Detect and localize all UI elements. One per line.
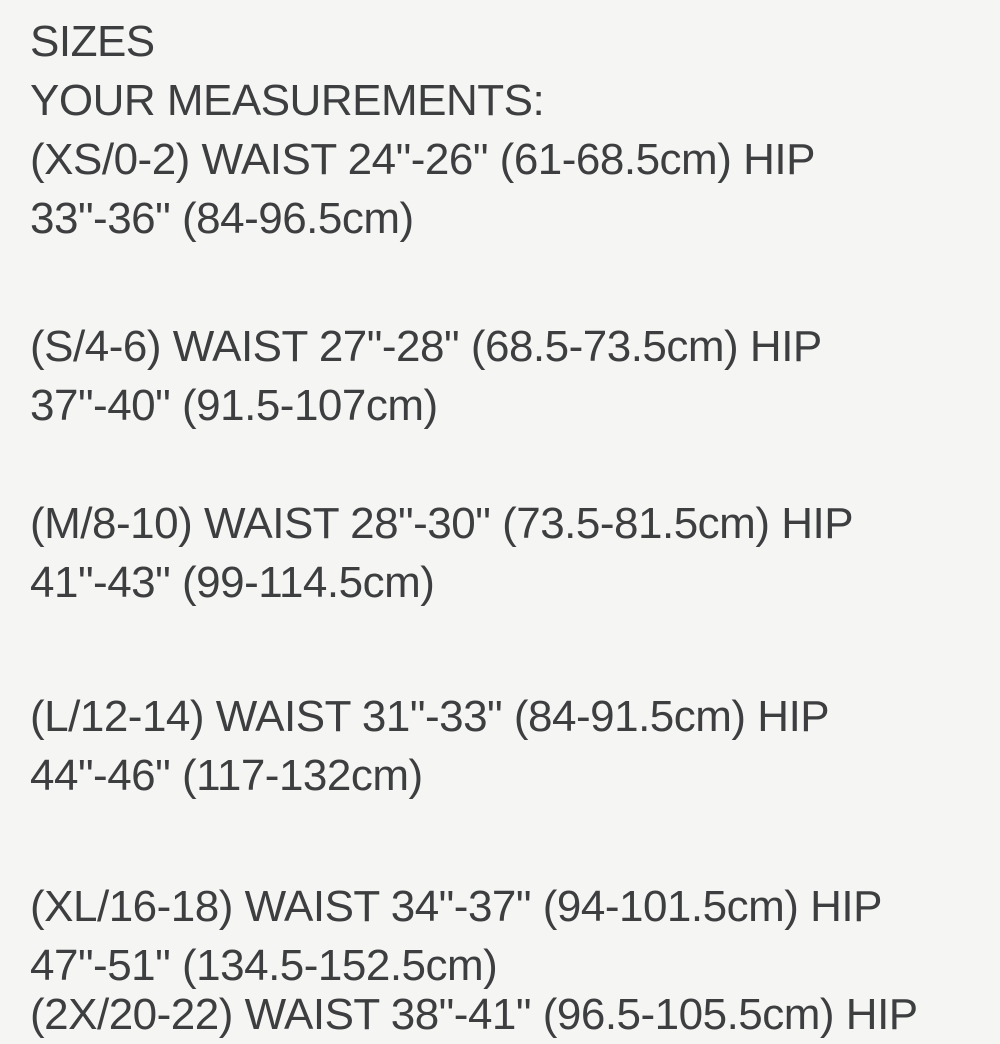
size-entry-xl	[30, 877, 1000, 995]
size-entry-m	[30, 494, 1000, 612]
size-entry-line2: 44"-46" (117-132cm)	[30, 751, 423, 800]
size-entry-xs	[30, 130, 1000, 248]
size-entry-s	[30, 317, 1000, 435]
size-entry-line2: 37"-40" (91.5-107cm)	[30, 381, 438, 430]
size-entry-l	[30, 687, 1000, 805]
size-chart-title: SIZES	[30, 17, 155, 66]
size-entry-line1: (XS/0-2) WAIST 24"-26" (61-68.5cm) HIP	[30, 135, 815, 184]
measurements-heading: YOUR MEASUREMENTS:	[30, 76, 545, 125]
size-entry-line1: (S/4-6) WAIST 27"-28" (68.5-73.5cm) HIP	[30, 322, 822, 371]
size-entry-line2: 33"-36" (84-96.5cm)	[30, 194, 414, 243]
clipped-next-line-text: (2X/20-22) WAIST 38"-41" (96.5-105.5cm) HIP	[30, 990, 918, 1039]
size-entry-line1: (XL/16-18) WAIST 34"-37" (94-101.5cm) HIP	[30, 882, 882, 931]
size-entry-line1: (M/8-10) WAIST 28"-30" (73.5-81.5cm) HIP	[30, 499, 854, 548]
size-entry-line2: 41"-43" (99-114.5cm)	[30, 558, 435, 607]
size-entry-line1: (L/12-14) WAIST 31"-33" (84-91.5cm) HIP	[30, 692, 830, 741]
size-chart	[30, 12, 1000, 995]
clipped-next-line	[30, 987, 1000, 1039]
size-entry-line2: 47"-51" (134.5-152.5cm)	[30, 941, 498, 990]
